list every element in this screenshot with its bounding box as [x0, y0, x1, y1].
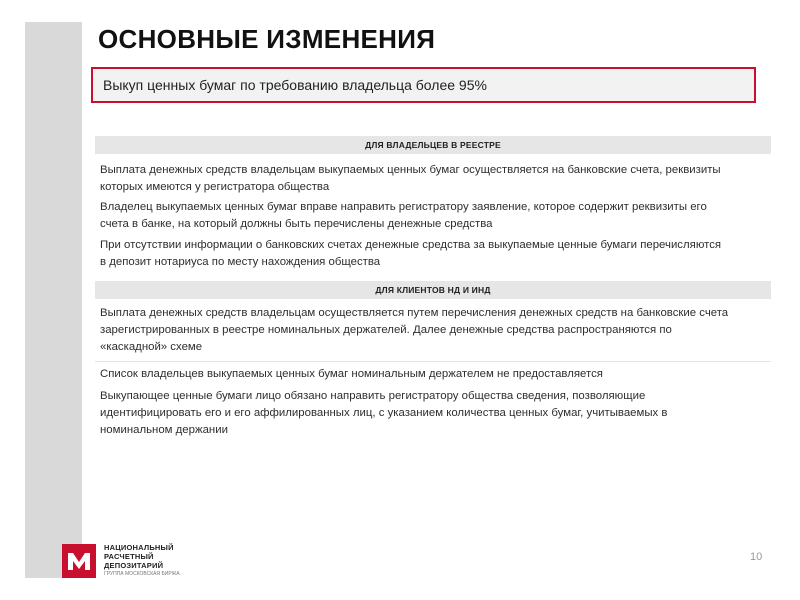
- subtitle-box: [91, 67, 756, 103]
- section-header-nominee: ДЛЯ КЛИЕНТОВ НД И ИНД: [95, 281, 771, 299]
- logo-line-4: ГРУППА МОСКОВСКАЯ БИРЖА: [104, 571, 180, 577]
- section-header-registry: ДЛЯ ВЛАДЕЛЬЦЕВ В РЕЕСТРЕ: [95, 136, 771, 154]
- logo-line-1: НАЦИОНАЛЬНЫЙ: [104, 543, 174, 552]
- section-nominee-paragraph-3: Выкупающее ценные бумаги лицо обязано направить регистратору общества сведения, позволяющие идентифицировать его и его аффилированных лиц, с указанием количества ценных бумаг, учитываемых в номинальном держании: [100, 390, 668, 436]
- left-sidebar-bar: [25, 22, 82, 578]
- logo-line-2: РАСЧЕТНЫЙ: [104, 552, 154, 561]
- page-number: 10: [750, 551, 763, 563]
- page-title: ОСНОВНЫЕ ИЗМЕНЕНИЯ: [98, 24, 436, 54]
- section-nominee-paragraph-1: Выплата денежных средств владельцам осуществляется путем перечисления денежных средств на банковские счета зарегистрированных в реестре номинальных держателей. Далее денежные средства распространяются по «каскадной» схеме: [100, 307, 729, 353]
- ndc-logo-icon: [62, 544, 96, 578]
- section-registry-paragraph-3: При отсутствии информации о банковских счетах денежные средства за выкупаемые ценные бумаги перечисляются в депозит нотариуса по месту нахождения общества: [100, 239, 722, 268]
- logo-wordmark: [104, 543, 180, 579]
- section-registry-paragraph-1: Выплата денежных средств владельцам выкупаемых ценных бумаг осуществляется на банковские счета, реквизиты которых имеются у регистратора общества: [100, 164, 721, 193]
- section-nominee-paragraph-2: Список владельцев выкупаемых ценных бумаг номинальным держателем не предоставляется: [100, 368, 603, 380]
- subtitle-text: Выкуп ценных бумаг по требованию владельца более 95%: [103, 77, 487, 93]
- section-divider: [95, 361, 771, 362]
- logo-line-3: ДЕПОЗИТАРИЙ: [104, 561, 164, 570]
- section-registry-paragraph-2: Владелец выкупаемых ценных бумаг вправе направить регистратору заявление, которое содержит реквизиты его счета в банке, на который должны быть перечислены денежные средства: [100, 201, 707, 230]
